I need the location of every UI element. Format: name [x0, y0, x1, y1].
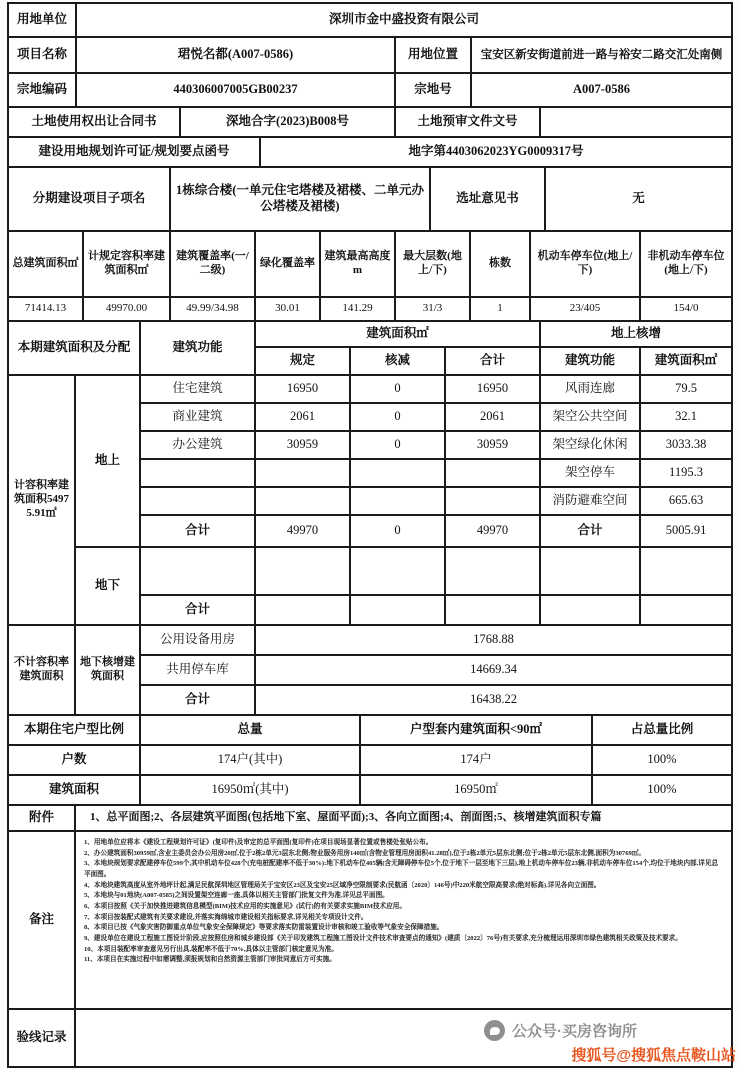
alloc-header-right	[256, 322, 731, 376]
row-project-name	[9, 38, 731, 74]
housing-row-name: 建筑面积	[9, 776, 141, 806]
subproject-value: 1栋综合楼(一单元住宅塔楼及裙楼、二单元办公塔楼及裙楼)	[171, 168, 431, 232]
alloc-row-reg	[256, 488, 351, 516]
metric-value-total-area: 71414.13	[9, 298, 84, 322]
table-row	[141, 656, 731, 686]
remarks-row	[9, 832, 731, 1010]
alloc-row-tot	[446, 488, 541, 516]
alloc-body	[9, 376, 731, 626]
housing-section-label: 本期住宅户型比例	[9, 716, 141, 746]
row-metrics-header	[9, 232, 731, 298]
housing-area-row	[9, 776, 731, 806]
alloc-total-ded	[351, 596, 446, 626]
alloc-below-ground	[76, 548, 731, 626]
alloc-row-reg	[256, 548, 351, 596]
alloc-row-bonus-area: 32.1	[641, 404, 731, 432]
alloc-row-reg: 16950	[256, 376, 351, 404]
housing-col-total: 总量	[141, 716, 361, 746]
alloc-row-bonus-area: 1195.3	[641, 460, 731, 488]
permit-label: 建设用地规划许可证/规划要点函号	[9, 138, 261, 168]
alloc-func-header: 建筑功能	[141, 322, 256, 376]
permit-value: 地字第4403062023YG0009317号	[261, 138, 731, 168]
metric-header-far-area: 计规定容积率建筑面积㎡	[84, 232, 171, 298]
alloc-bonus-func-header: 建筑功能	[541, 348, 641, 376]
alloc-bonus-total-label: 合计	[541, 516, 641, 548]
wechat-watermark-text: 公众号·买房咨询所	[512, 1023, 637, 1040]
table-row	[141, 488, 731, 516]
metric-header-buildings: 栋数	[471, 232, 531, 298]
project-name-label: 项目名称	[9, 38, 77, 74]
remark-line: 2、办公建筑面积30959㎡,含业主委员会办公用房20㎡,位于2栋2单元3层东北侧;物业服务用房140㎡(含物业管理用房面积41.28㎡),位于2栋2单元5层东北侧;位于2栋2单元5层东北侧,面积为30769㎡。	[84, 849, 646, 857]
alloc-row-tot	[446, 548, 541, 596]
nonfar-row-value: 14669.34	[256, 656, 731, 686]
row-metrics-values	[9, 298, 731, 322]
metric-value-floors: 31/3	[396, 298, 471, 322]
table-row	[141, 432, 731, 460]
remark-line: 4、本地块建筑高度从室外地坪计起,满足民航深圳地区管理局关于宝安区23区及宝安25区域净空限制要求(民航函〔2020〕146号)中220米航空限高要求(绝对标高),详见各向立面图。	[84, 881, 601, 889]
metric-value-bike-parking: 154/0	[641, 298, 731, 322]
table-row	[141, 548, 731, 596]
alloc-bonus-total-area	[641, 596, 731, 626]
housing-row-small: 174户	[361, 746, 593, 776]
table-row	[141, 404, 731, 432]
housing-header-row	[9, 716, 731, 746]
alloc-sub-reg: 规定	[256, 348, 351, 376]
alloc-row-bonus-area	[641, 548, 731, 596]
remark-line: 11、本项目在实施过程中如需调整,须报规划和自然资源主管部门审批同意后方可实施。	[84, 956, 336, 964]
planning-permit-table	[7, 2, 733, 1068]
housing-row-name: 户数	[9, 746, 141, 776]
alloc-area-header: 建筑面积㎡	[256, 322, 541, 348]
attachment-text: 1、总平面图;2、各层建筑平面图(包括地下室、屋面平面);3、各向立面图;4、剖面图;5、核增建筑面积专篇	[76, 806, 731, 832]
parcel-code-label: 宗地编码	[9, 74, 77, 108]
alloc-row-func	[141, 548, 256, 596]
metric-value-parking: 23/405	[531, 298, 641, 322]
sohu-watermark-text: 搜狐号@搜狐焦点鞍山站	[571, 1047, 736, 1064]
alloc-total-reg	[256, 596, 351, 626]
remark-line: 7、本项目按装配式建筑有关要求建设,并落实海绵城市建设相关指标要求,详见相关专项设计文件。	[84, 913, 368, 921]
remark-line: 3、本地块规划要求配建停车位599个,其中机动车位428个(充电桩配建率不低于30%):地下机动车位405辆(含无障碍停车位5个,位于地下一层至地下三层),地上机动车停车位23辆,非机动车停车位154个,均位于地块内部,详见总平面图。	[84, 860, 719, 879]
housing-row-total: 16950㎡(其中)	[141, 776, 361, 806]
alloc-total-tot: 49970	[446, 516, 541, 548]
alloc-row-bonus-func: 架空绿化休闲	[541, 432, 641, 460]
alloc-row-func: 住宅建筑	[141, 376, 256, 404]
housing-row-total: 174户(其中)	[141, 746, 361, 776]
alloc-row-func	[141, 460, 256, 488]
row-permit	[9, 138, 731, 168]
alloc-row-bonus-func: 风雨连廊	[541, 376, 641, 404]
metric-header-height: 建筑最高高度m	[321, 232, 396, 298]
row-subproject	[9, 168, 731, 232]
attachment-label: 附件	[9, 806, 76, 832]
housing-row-small: 16950㎡	[361, 776, 593, 806]
alloc-total-reg: 49970	[256, 516, 351, 548]
alloc-row-ded: 0	[351, 404, 446, 432]
alloc-row-bonus-func: 消防避难空间	[541, 488, 641, 516]
housing-row-ratio: 100%	[593, 776, 731, 806]
chat-bubble-shape	[490, 1027, 500, 1035]
remark-line: 8、本项目已按《气象灾害防御重点单位气象安全保障规定》等要求落实防雷装置设计审核和竣工验收等气象安全保障措施。	[84, 924, 444, 932]
metric-header-total-area: 总建筑面积㎡	[9, 232, 84, 298]
land-user-label: 用地单位	[9, 4, 77, 38]
metric-header-coverage: 建筑覆盖率(一/二级)	[171, 232, 256, 298]
nonfar-sub-label: 地下核增建筑面积	[76, 626, 141, 716]
location-label: 用地位置	[396, 38, 472, 74]
nonfar-total-value: 16438.22	[256, 686, 731, 716]
above-ground-label: 地上	[76, 376, 141, 548]
attachment-row	[9, 806, 731, 832]
metric-header-parking: 机动车停车位(地上/下)	[531, 232, 641, 298]
alloc-sub-tot: 合计	[446, 348, 541, 376]
metric-value-far-area: 49970.00	[84, 298, 171, 322]
alloc-row-func: 商业建筑	[141, 404, 256, 432]
alloc-row-reg	[256, 460, 351, 488]
metric-value-height: 141.29	[321, 298, 396, 322]
remark-line: 1、用地单位应将本《建设工程规划许可证》(复印件)及审定的总平面图(复印件)在项目现场显著位置或售楼处张贴公布。	[84, 839, 433, 846]
remark-line: 10、本项目装配率审查意见另行出具,装配率不低于70%,具体以主管部门核定意见为准。	[84, 945, 338, 953]
location-value: 宝安区新安街道前进一路与裕安二路交汇处南侧	[472, 38, 731, 74]
table-row	[141, 626, 731, 656]
alloc-row-ded	[351, 488, 446, 516]
subproject-label: 分期建设项目子项名	[9, 168, 171, 232]
alloc-sub-ded: 核减	[351, 348, 446, 376]
alloc-below-total-row	[141, 596, 731, 626]
site-opinion-label: 选址意见书	[431, 168, 546, 232]
remark-line: 9、建设单位在建设工程施工图设计阶段,应按照住房和城乡建设部《关于印发建筑工程施工图设计文件技术审查要点的通知》(建质〔2022〕76号)有关要求,充分梳理运用深圳市绿色建筑相关政策及技术要求。	[84, 935, 682, 943]
housing-units-row	[9, 746, 731, 776]
alloc-total-tot	[446, 596, 541, 626]
site-opinion-value: 无	[546, 168, 731, 232]
alloc-row-tot: 30959	[446, 432, 541, 460]
table-row	[141, 376, 731, 404]
alloc-row-reg: 2061	[256, 404, 351, 432]
wechat-watermark	[484, 1020, 637, 1041]
metric-header-bike-parking: 非机动车停车位(地上/下)	[641, 232, 731, 298]
below-ground-label: 地下	[76, 548, 141, 626]
alloc-row-tot	[446, 460, 541, 488]
row-contract	[9, 108, 731, 138]
alloc-row-func	[141, 488, 256, 516]
alloc-row-ded: 0	[351, 376, 446, 404]
alloc-above-ground	[76, 376, 731, 548]
alloc-row-bonus-area: 79.5	[641, 376, 731, 404]
remark-line: 6、本项目按照《关于加快推进建筑信息模型(BIM)技术应用的实施意见》(试行)的有关要求实施BIM技术应用。	[84, 903, 406, 911]
alloc-section-label: 本期建筑面积及分配	[9, 322, 141, 376]
parcel-no-label: 宗地号	[396, 74, 472, 108]
alloc-row-bonus-area: 3033.38	[641, 432, 731, 460]
alloc-row-ded: 0	[351, 432, 446, 460]
nonfar-row-name: 公用设备用房	[141, 626, 256, 656]
remark-line: 5、本地块与01地块(A007-0585)之间设置架空连廊一座,具体以相关主管部门批复文件为准,详见总平面图。	[84, 892, 389, 900]
wechat-icon	[484, 1020, 505, 1041]
alloc-total-label: 合计	[141, 596, 256, 626]
inspection-label: 验线记录	[9, 1010, 76, 1066]
alloc-total-ded: 0	[351, 516, 446, 548]
alloc-row-bonus-func	[541, 548, 641, 596]
alloc-above-total-row	[141, 516, 731, 548]
housing-row-ratio: 100%	[593, 746, 731, 776]
remarks-text	[76, 832, 731, 1010]
metric-value-greenery: 30.01	[256, 298, 321, 322]
metric-header-floors: 最大层数(地上/下)	[396, 232, 471, 298]
alloc-row-reg: 30959	[256, 432, 351, 460]
alloc-bonus-header: 地上核增	[541, 322, 731, 348]
alloc-row-bonus-area: 665.63	[641, 488, 731, 516]
alloc-bonus-total-label	[541, 596, 641, 626]
alloc-row-bonus-func: 架空公共空间	[541, 404, 641, 432]
table-row	[141, 460, 731, 488]
alloc-bonus-area-header: 建筑面积㎡	[641, 348, 731, 376]
metric-value-buildings: 1	[471, 298, 531, 322]
remarks-label: 备注	[9, 832, 76, 1010]
parcel-no-value: A007-0586	[472, 74, 731, 108]
alloc-bonus-total-area: 5005.91	[641, 516, 731, 548]
metric-header-greenery: 绿化覆盖率	[256, 232, 321, 298]
far-area-label: 计容积率建筑面积54975.91㎡	[9, 376, 76, 626]
row-land-user	[9, 4, 731, 38]
contract-label: 土地使用权出让合同书	[9, 108, 181, 138]
contract-value: 深地合字(2023)B008号	[181, 108, 396, 138]
alloc-row-tot: 2061	[446, 404, 541, 432]
land-user-value: 深圳市金中盛投资有限公司	[77, 4, 731, 38]
project-name-value: 珺悦名都(A007-0586)	[77, 38, 396, 74]
nonfar-row-name: 共用停车库	[141, 656, 256, 686]
preview-value	[541, 108, 731, 138]
housing-col-ratio: 占总量比例	[593, 716, 731, 746]
alloc-total-label: 合计	[141, 516, 256, 548]
nonfar-total-row	[141, 686, 731, 716]
nonfar-total-label: 合计	[141, 686, 256, 716]
row-alloc-header	[9, 322, 731, 376]
row-parcel	[9, 74, 731, 108]
nonfar-section	[9, 626, 731, 716]
alloc-row-ded	[351, 548, 446, 596]
alloc-row-func: 办公建筑	[141, 432, 256, 460]
nonfar-left-label: 不计容积率建筑面积	[9, 626, 76, 716]
nonfar-row-value: 1768.88	[256, 626, 731, 656]
parcel-code-value: 440306007005GB00237	[77, 74, 396, 108]
housing-col-small: 户型套内建筑面积<90㎡	[361, 716, 593, 746]
metric-value-coverage: 49.99/34.98	[171, 298, 256, 322]
alloc-row-bonus-func: 架空停车	[541, 460, 641, 488]
alloc-row-ded	[351, 460, 446, 488]
preview-label: 土地预审文件文号	[396, 108, 541, 138]
alloc-row-tot: 16950	[446, 376, 541, 404]
